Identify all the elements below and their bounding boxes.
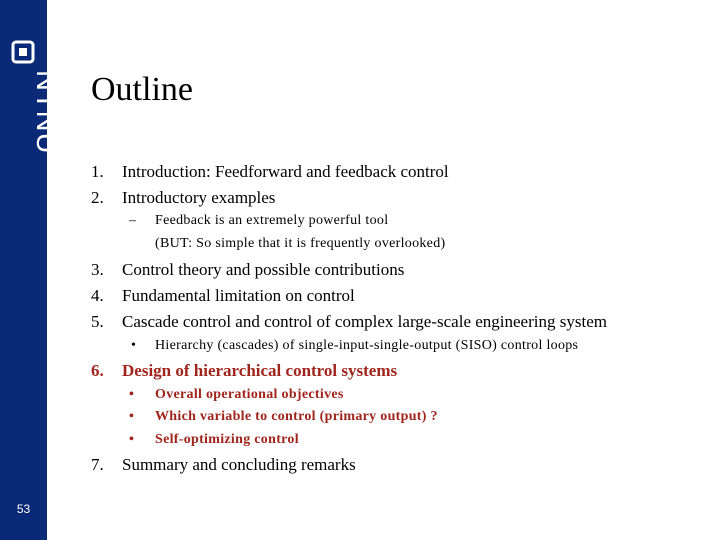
dash-bullet: – xyxy=(129,213,137,228)
item-text: Feedback is an extremely powerful tool xyxy=(155,213,389,228)
item-number: 4. xyxy=(91,286,104,305)
item-text: Design of hierarchical control systems xyxy=(122,361,398,380)
item-text: Which variable to control (primary output) ? xyxy=(155,409,438,424)
slide-title: Outline xyxy=(91,71,193,108)
item-text: Hierarchy (cascades) of single-input-single-output (SISO) control loops xyxy=(155,338,579,353)
ntnu-logo-icon xyxy=(8,40,62,170)
bullet: • xyxy=(129,409,135,424)
item-text: Fundamental limitation on control xyxy=(122,286,355,305)
page-number: 53 xyxy=(16,502,31,516)
item-number: 6. xyxy=(91,361,104,380)
item-text: Summary and concluding remarks xyxy=(122,455,356,474)
item-text: (BUT: So simple that it is frequently overlooked) xyxy=(155,236,446,251)
bullet: • xyxy=(129,432,135,447)
bullet: • xyxy=(131,338,137,353)
item-text: Overall operational objectives xyxy=(155,387,344,402)
item-text: Control theory and possible contributions xyxy=(122,260,405,279)
item-number: 1. xyxy=(91,162,104,181)
item-text: Introduction: Feedforward and feedback control xyxy=(122,162,449,181)
item-number: 5. xyxy=(91,312,104,331)
item-text: Introductory examples xyxy=(122,188,276,207)
logo-text: NTNU xyxy=(30,70,62,155)
bullet: • xyxy=(129,387,135,402)
item-number: 3. xyxy=(91,260,104,279)
item-text: Cascade control and control of complex large-scale engineering system xyxy=(122,312,607,331)
item-text: Self-optimizing control xyxy=(155,432,299,447)
item-number: 2. xyxy=(91,188,104,207)
sidebar xyxy=(0,0,62,540)
item-number: 7. xyxy=(91,455,104,474)
